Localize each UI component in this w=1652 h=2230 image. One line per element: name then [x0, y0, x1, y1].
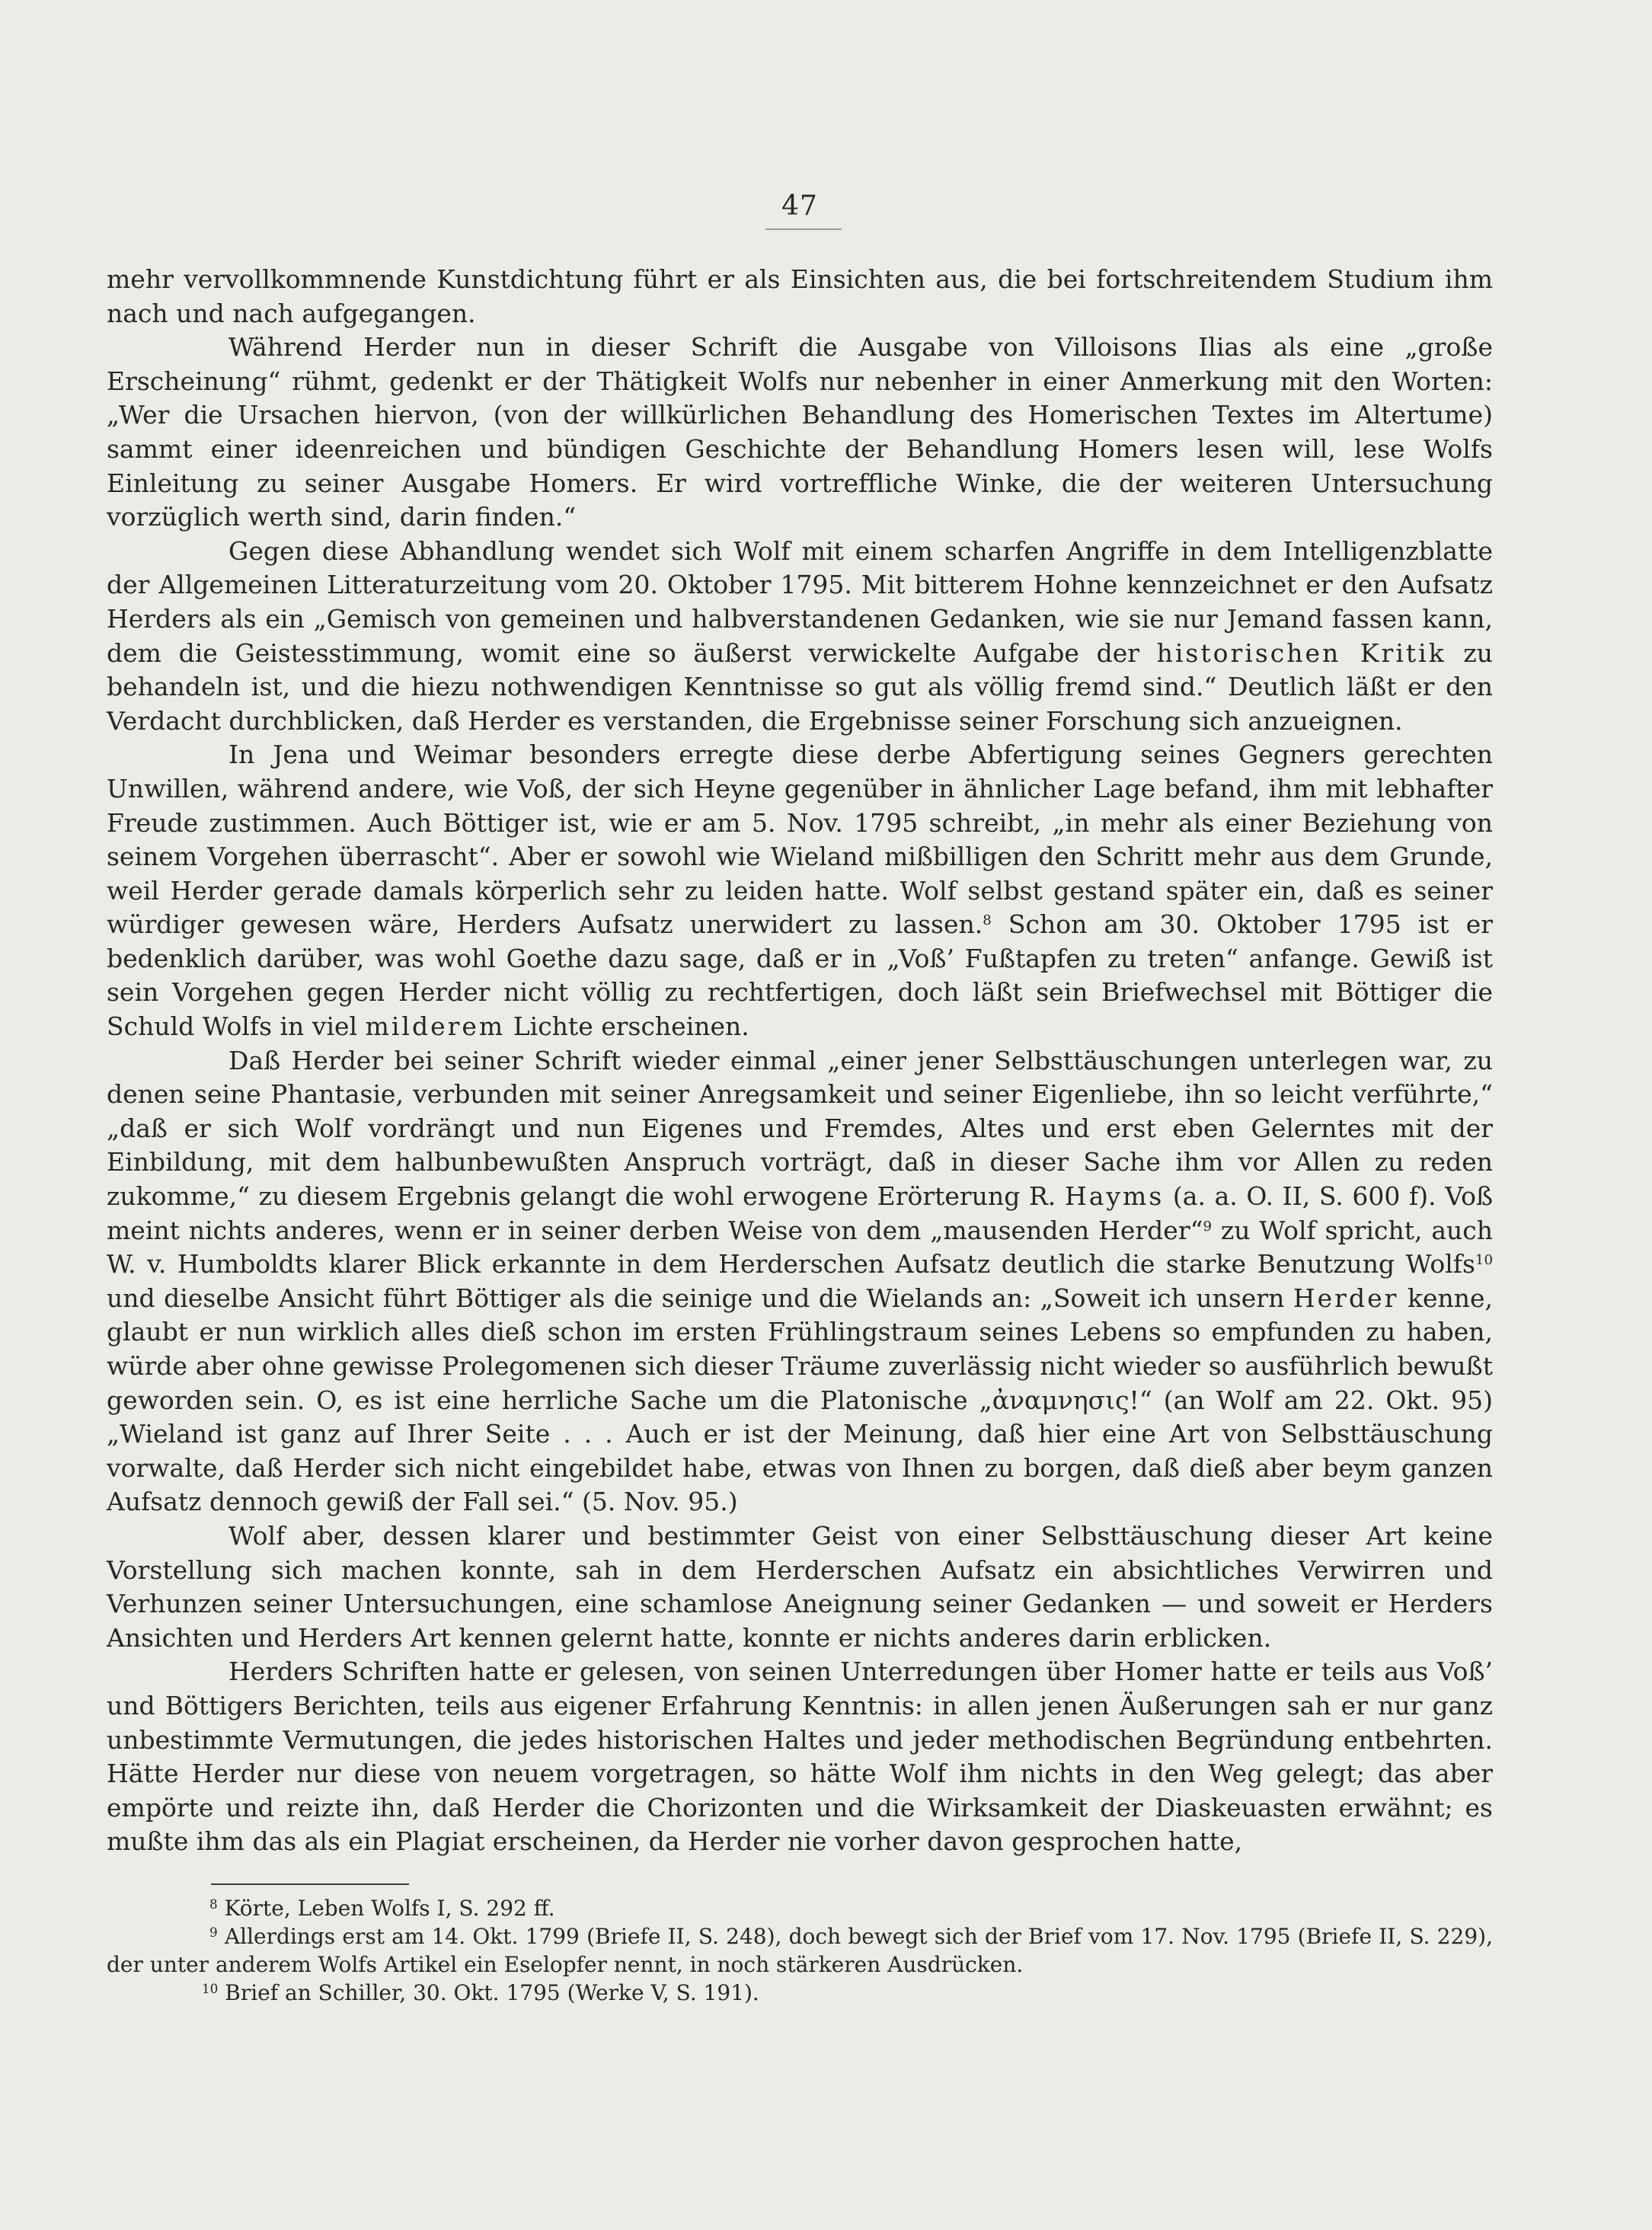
text-run: kenne, glaubt er nun wirklich alles dieß schon im ersten Frühlingstraum seines Lebens so empfunden zu haben, würde aber ohne gewisse Prolegomenen sich dieser Träume zuverlässig nicht wieder so ausführlich bewußt geworden sein. O, es ist eine herrliche Sache um die Platonische „ἀναμνησις!“ (an Wolf am 22. Okt. 95) „Wieland ist ganz auf Ihrer Seite . . . Auch er ist der Meinung, daß hier eine Art von Selbsttäuschung vorwalte, daß Herder sich nicht eingebildet habe, etwas von Ihnen zu borgen, daß dieß aber beym ganzen Aufsatz dennoch gewiß der Fall sei.“ (5. Nov. 95.)	[107, 1283, 1493, 1517]
text-run: (a. a. O. II, S. 600 f). Voß meint nichts anderes, wenn er in seiner derben Weise von dem „mausenden Herder“	[107, 1181, 1493, 1245]
footnote-reference: 10	[1475, 1252, 1493, 1269]
text-run: zu behandeln ist, und die hiezu nothwendigen Kenntnisse so gut als völlig fremd sind.“ Deutlich läßt er den Verdacht durchblicken, daß Herder es verstanden, die Ergebnisse seiner Forschung sich anzueignen.	[107, 637, 1493, 736]
page-number: 47	[781, 190, 818, 222]
footnote	[107, 1979, 1493, 2007]
footnote-reference: 8	[983, 912, 992, 929]
footnote	[107, 1922, 1493, 1979]
text-run: und dieselbe Ansicht führt Böttiger als die seinige und die Wielands an: „Soweit ich unsern	[107, 1283, 1293, 1313]
footnote-text: Körte, Leben Wolfs I, S. 292 ff.	[217, 1896, 555, 1921]
text-run: Gegen diese Abhandlung wendet sich Wolf mit einem scharfen Angriffe in dem Intelligenzblatte der Allgemeinen Litteraturzeitung vom 20. Oktober 1795. Mit bitterem Hohne kennzeichnet er den Aufsatz Herders als ein „Gemisch von gemeinen und halbverstandenen Gedanken, wie sie nur Jemand fassen kann, dem die Geistesstimmung, womit eine so äußerst verwickelte Aufgabe der	[107, 535, 1493, 668]
footnote-reference: 9	[1203, 1218, 1213, 1235]
text-run: In Jena und Weimar besonders erregte diese derbe Abfertigung seines Gegners gerechten Unwillen, während andere, wie Voß, der sich Heyne gegenüber in ähnlicher Lage befand, ihm mit lebhafter Freude zustimmen. Auch Böttiger ist, wie er am 5. Nov. 1795 schreibt, „in mehr als einer Beziehung von seinem Vorgehen überrascht“. Aber er sowohl wie Wieland mißbilligen den Schritt mehr aus dem Grunde, weil Herder gerade damals körperlich sehr zu leiden hatte. Wolf selbst gestand später ein, daß es seiner würdiger gewesen wäre, Herders Aufsatz unerwidert zu lassen.	[107, 740, 1493, 940]
footnote-number: 9	[209, 1924, 218, 1940]
footnote-text: Brief an Schiller, 30. Okt. 1795 (Werke V, S. 191).	[218, 1980, 759, 2005]
paragraph	[107, 738, 1493, 1043]
spaced-emphasis: Hayms	[1064, 1181, 1165, 1212]
footnote	[107, 1894, 1493, 1922]
spaced-emphasis: historischen Kritik	[1156, 637, 1446, 668]
spaced-emphasis: Herder	[1293, 1283, 1399, 1313]
footnote-text: Allerdings erst am 14. Okt. 1799 (Briefe II, S. 248), doch bewegt sich der Brief vom 17. Nov. 1795 (Briefe II, S. 229), der unter anderem Wolfs Artikel ein Eselopfer nennt, in noch stärkeren Ausdrücken.	[107, 1924, 1493, 1977]
footnote-number: 8	[209, 1896, 218, 1912]
paragraph: Herders Schriften hatte er gelesen, von seinen Unterredungen über Homer hatte er teils aus Voß’ und Böttigers Berichten, teils aus eigener Erfahrung Kenntnis: in allen jenen Äußerungen sah er nur ganz unbestimmte Vermutungen, die jedes historischen Haltes und jeder methodischen Begründung entbehrten. Hätte Herder nur diese von neuem vorgetragen, so hätte Wolf ihm nichts in den Weg gelegt; das aber empörte und reizte ihn, daß Herder die Chorizonten und die Wirksamkeit der Diaskeuasten erwähnt; es mußte ihm das als ein Plagiat erscheinen, da Herder nie vorher davon gesprochen hatte,	[107, 1657, 1493, 1857]
paragraph: mehr vervollkommnende Kunstdichtung führt er als Einsichten aus, die bei fortschreitendem Studium ihm nach und nach aufgegangen.	[107, 264, 1493, 328]
page-number-ornament	[765, 228, 842, 230]
footnote-separator	[211, 1883, 409, 1885]
paragraph	[107, 1044, 1493, 1519]
paragraph: Wolf aber, dessen klarer und bestimmter Geist von einer Selbsttäuschung dieser Art keine Vorstellung sich machen konnte, sah in dem Herderschen Aufsatz ein absichtliches Verwirren und Verhunzen seiner Untersuchungen, eine schamlose Aneignung seiner Gedanken — und soweit er Herders Ansichten und Herders Art kennen gelernt hatte, konnte er nichts anderes darin erblicken.	[107, 1520, 1493, 1653]
paragraph	[107, 535, 1493, 739]
footnotes	[107, 1894, 1493, 2007]
footnote-number: 10	[202, 1980, 219, 1996]
spaced-emphasis: milderem	[365, 1011, 506, 1042]
body-text	[107, 263, 1493, 1859]
paragraph: Während Herder nun in dieser Schrift die Ausgabe von Villoisons Ilias als eine „große Erscheinung“ rühmt, gedenkt er der Thätigkeit Wolfs nur nebenher in einer Anmerkung mit den Worten: „Wer die Ursachen hiervon, (von der willkürlichen Behandlung des Homerischen Textes im Altertume) sammt einer ideenreichen und bündigen Geschichte der Behandlung Homers lesen will, lese Wolfs Einleitung zu seiner Ausgabe Homers. Er wird vortreffliche Winke, die der weiteren Untersuchung vorzüglich werth sind, darin finden.“	[107, 332, 1493, 532]
text-run: Schon am 30. Oktober 1795 ist er bedenklich darüber, was wohl Goethe dazu sage, daß er in „Voß’ Fußtapfen zu treten“ anfange. Gewiß ist sein Vorgehen gegen Herder nicht völlig zu rechtfertigen, doch läßt sein Briefwechsel mit Böttiger die Schuld Wolfs in viel	[107, 909, 1494, 1042]
text-run: Lichte erscheinen.	[505, 1011, 749, 1042]
text-run: zu Wolf spricht, auch W. v. Humboldts klarer Blick erkannte in dem Herderschen Aufsatz deutlich die starke Benutzung Wolfs	[107, 1215, 1493, 1280]
text-run: Daß Herder bei seiner Schrift wieder einmal „einer jener Selbsttäuschungen unterlegen war, zu denen seine Phantasie, verbunden mit seiner Anregsamkeit und seiner Eigenliebe, ihn so leicht verführte,“ „daß er sich Wolf vordrängt und nun Eigenes und Fremdes, Altes und erst eben Gelerntes mit der Einbildung, mit dem halbunbewußten Anspruch vorträgt, daß in dieser Sache ihm vor Allen zu reden zukomme,“ zu diesem Ergebnis gelangt die wohl erwogene Erörterung R.	[107, 1045, 1493, 1212]
